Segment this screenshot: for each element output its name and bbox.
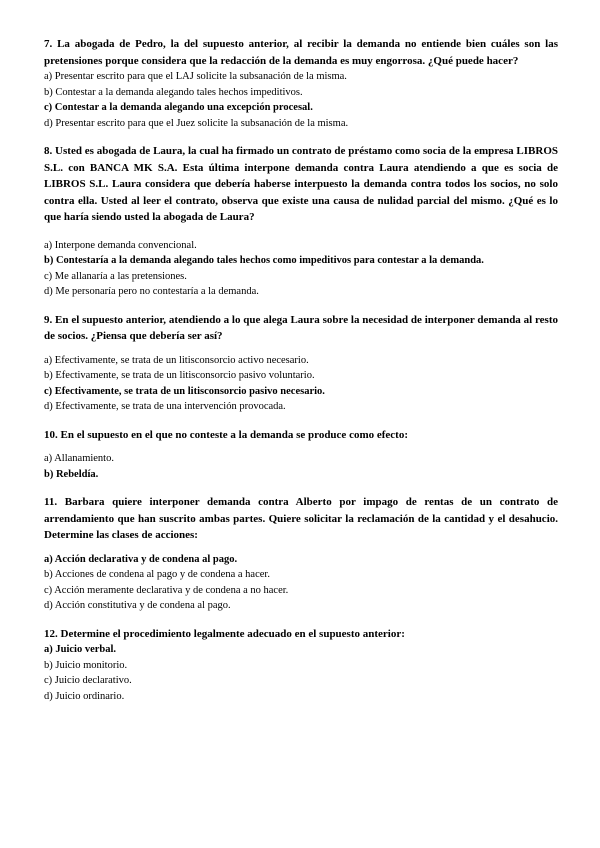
- option-a: a) Interpone demanda convencional.: [44, 239, 197, 251]
- question-12: [44, 626, 558, 705]
- option-c: c) Juicio declarativo.: [44, 675, 132, 686]
- question-text: 10. En el supuesto en el que no conteste a la demanda se produce como efecto:: [44, 428, 408, 441]
- option-d: d) Efectivamente, se trata de una intervención provocada.: [44, 401, 286, 412]
- question-7: [44, 36, 558, 131]
- option-b: b) Efectivamente, se trata de un litisconsorcio pasivo voluntario.: [44, 370, 315, 381]
- option-a-correct: a) Acción declarativa y de condena al pago.: [44, 553, 238, 565]
- question-text: 12. Determine el procedimiento legalmente adecuado en el supuesto anterior:: [44, 627, 405, 640]
- option-a: a) Efectivamente, se trata de un litisconsorcio activo necesario.: [44, 354, 309, 366]
- option-c-correct: c) Efectivamente, se trata de un litisconsorcio pasivo necesario.: [44, 385, 325, 397]
- option-b-correct: b) Contestaría a la demanda alegando tales hechos como impeditivos para contestar a la demanda.: [44, 255, 484, 266]
- option-b: b) Acciones de condena al pago y de condena a hacer.: [44, 569, 270, 580]
- option-b: b) Contestar a la demanda alegando tales hechos impeditivos.: [44, 86, 303, 98]
- question-9: [44, 312, 558, 415]
- document-page: [44, 36, 558, 704]
- question-text: 8. Usted es abogada de Laura, la cual ha firmado un contrato de préstamo como socia de la empresa LIBROS S.L. con BANCA MK S.A. Esta última interpone demanda contra Laura atendiendo a que es socia de LIBROS S.L. Laura considera que debería haberse interpuesto la demanda contra todos los socios, no solo contra ella. Usted al leer el contrato, observa que existe una causa de nulidad parcial del mismo. ¿Qué es lo que haría siendo usted la abogada de Laura?: [44, 145, 558, 223]
- option-a-correct: a) Juicio verbal.: [44, 644, 117, 655]
- question-11: [44, 494, 558, 614]
- question-text: 11. Barbara quiere interponer demanda contra Alberto por impago de rentas de un contrato de arrendamiento que han suscrito ambas partes. Quiere solicitar la reclamación de la cantidad y el desahucio. Determine las clases de acciones:: [44, 496, 558, 541]
- option-d: d) Acción constitutiva y de condena al pago.: [44, 600, 231, 611]
- option-d: d) Presentar escrito para que el Juez solicite la subsanación de la misma.: [44, 117, 349, 129]
- option-c: c) Me allanaría a las pretensiones.: [44, 270, 187, 282]
- option-b: b) Juicio monitorio.: [44, 659, 128, 671]
- option-c-correct: c) Contestar a la demanda alegando una excepción procesal.: [44, 102, 313, 113]
- option-d: d) Me personaría pero no contestaría a la demanda.: [44, 286, 259, 297]
- question-8: [44, 143, 558, 300]
- option-a: a) Allanamiento.: [44, 453, 114, 464]
- question-text: 9. En el supuesto anterior, atendiendo a lo que alega Laura sobre la necesidad de interponer demanda al resto de socios. ¿Piensa que debería ser así?: [44, 313, 558, 342]
- question-10: [44, 427, 558, 483]
- option-d: d) Juicio ordinario.: [44, 690, 125, 702]
- option-b-correct: b) Rebeldía.: [44, 468, 99, 480]
- question-text: 7. La abogada de Pedro, la del supuesto anterior, al recibir la demanda no entiende bien cuáles son las pretensiones porque considera que la redacción de la demanda es muy engorrosa. ¿Qué puede hacer?: [44, 38, 558, 67]
- option-a: a) Presentar escrito para que el LAJ solicite la subsanación de la misma.: [44, 71, 347, 82]
- option-c: c) Acción meramente declarativa y de condena a no hacer.: [44, 584, 289, 596]
